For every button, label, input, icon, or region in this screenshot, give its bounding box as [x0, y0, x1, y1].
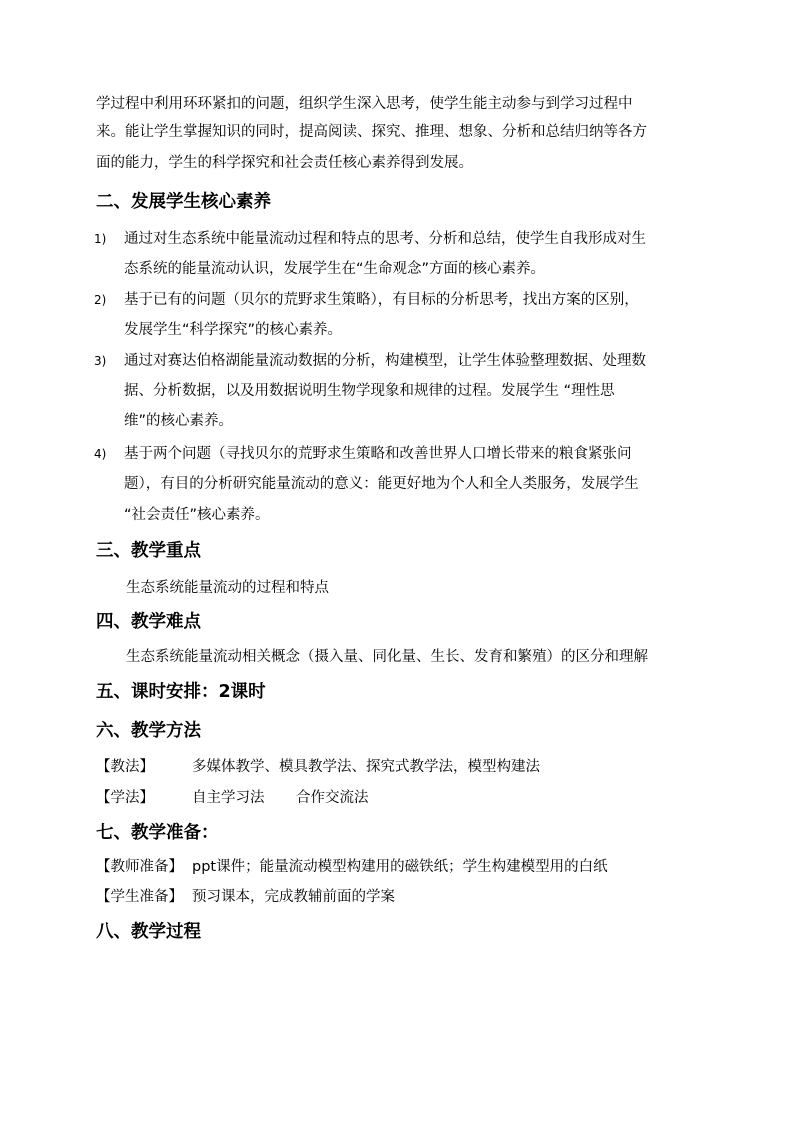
list-number: 4) [94, 447, 107, 461]
section-heading-key-points: 三、教学重点 [96, 541, 201, 561]
list-item-1-line-1: 通过对生态系统中能量流动过程和特点的思考、分析和总结，使学生自我形成对生 [124, 231, 646, 247]
intro-line-1: 学过程中利用环环紧扣的问题，组织学生深入思考，使学生能主动参与到学习过程中 [96, 96, 633, 112]
section-heading-methods: 六、教学方法 [96, 721, 201, 741]
learning-method-text-1: 自主学习法 [192, 790, 265, 806]
list-item-4-line-1: 基于两个问题（寻找贝尔的荒野求生策略和改善世界人口增长带来的粮食紧张问 [124, 446, 632, 462]
learning-method-text-2: 合作交流法 [296, 790, 369, 806]
intro-line-3: 面的能力，学生的科学探究和社会责任核心素养得到发展。 [96, 155, 473, 171]
teaching-method-text: 多媒体教学、模具教学法、探究式教学法，模型构建法 [192, 759, 540, 775]
learning-method-label: 【学法】 [96, 790, 154, 806]
student-prep-text: 预习课本，完成教辅前面的学案 [192, 889, 395, 905]
teaching-method-label: 【教法】 [96, 759, 154, 775]
section-heading-preparation: 七、教学准备： [96, 823, 219, 843]
list-item-2-line-1: 基于已有的问题（贝尔的荒野求生策略），有目标的分析思考，找出方案的区别， [124, 292, 639, 308]
list-item-4-line-2: 题），有目的分析研究能量流动的意义：能更好地为个人和全人类服务，发展学生 [124, 476, 639, 492]
list-number: 2) [94, 293, 107, 307]
list-item-4-line-3: “社会责任”核心素养。 [124, 507, 270, 523]
list-item-2-line-2: 发展学生“科学探究”的核心素养。 [124, 322, 343, 338]
list-item-1-line-2: 态系统的能量流动认识，发展学生在“生命观念”方面的核心素养。 [124, 261, 546, 277]
difficulties-text: 生态系统能量流动相关概念（摄入量、同化量、生长、发育和繁殖）的区分和理解 [126, 649, 648, 665]
teacher-prep-label: 【教师准备】 [96, 859, 183, 875]
student-prep-label: 【学生准备】 [96, 889, 183, 905]
list-item-3-line-1: 通过对赛达伯格湖能量流动数据的分析，构建模型，让学生体验整理数据、处理数 [124, 353, 646, 369]
list-item-3-line-3: 维”的核心素养。 [124, 413, 234, 429]
list-number: 3) [94, 354, 107, 368]
section-heading-core-literacy: 二、发展学生核心素养 [96, 192, 271, 212]
section-heading-schedule: 五、课时安排：2课时 [96, 682, 266, 702]
section-heading-process: 八、教学过程 [96, 922, 201, 942]
section-heading-difficulties: 四、教学难点 [96, 612, 201, 632]
intro-line-2: 来。能让学生掌握知识的同时，提高阅读、探究、推理、想象、分析和总结归纳等各方 [96, 124, 647, 140]
list-item-3-line-2: 据、分析数据，以及用数据说明生物学现象和规律的过程。发展学生 “理性思 [124, 383, 615, 399]
key-points-text: 生态系统能量流动的过程和特点 [126, 580, 329, 596]
teacher-prep-text: ppt课件；能量流动模型构建用的磁铁纸；学生构建模型用的白纸 [192, 859, 608, 875]
list-number: 1) [94, 232, 107, 246]
